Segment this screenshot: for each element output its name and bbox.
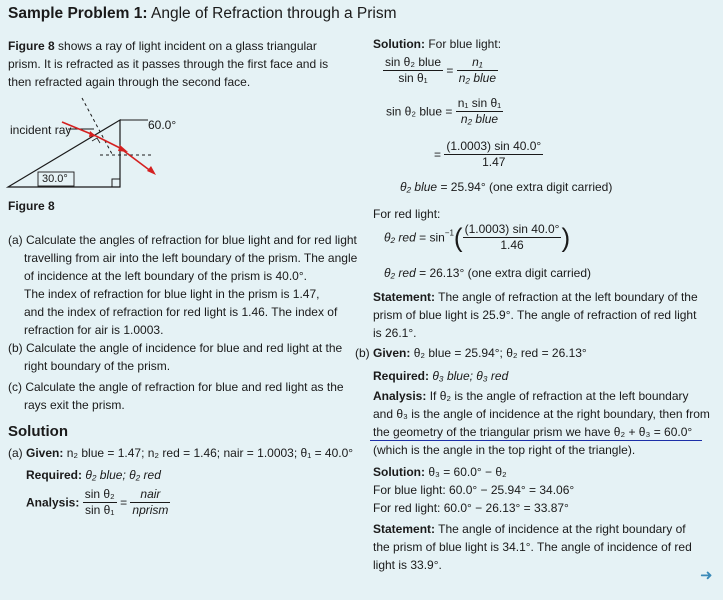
question-c	[8, 378, 344, 396]
analysis-line: the geometry of the triangular prism we have θ₂ + θ₃ = 60.0°	[373, 425, 693, 439]
eq-lhs: θ₂ red	[384, 266, 416, 280]
question-line: Calculate the angle of incidence for blue and red light at the	[26, 341, 343, 355]
eq-lhs: sin θ₂ blue	[386, 104, 443, 119]
analysis-line: (which is the angle in the top right of the triangle).	[373, 443, 636, 457]
required-label: Required:	[26, 468, 83, 482]
required-label: Required:	[373, 369, 430, 383]
solution-text: θ₃ = 60.0° − θ₂	[424, 465, 507, 479]
frac-num: sin θ₂ blue	[385, 55, 442, 69]
frac-den: sin θ₁	[85, 503, 115, 517]
part-b-required	[373, 367, 508, 385]
question-b	[8, 339, 342, 357]
statement-line: the prism of blue light is 34.1°. The angle of incidence of red	[373, 540, 692, 554]
solution-label: Solution:	[373, 465, 425, 479]
frac-num: n₁	[457, 55, 498, 71]
angle-30-label: 30.0°	[42, 173, 68, 185]
solution-a-analysis: Analysis: $\frac{\text{sin θ₂}}{\text{sin θ₁}}$ = $\frac{\text{nair}}{\text{nprism}}$	[26, 487, 169, 517]
question-line: refraction for air is 1.0003.	[24, 323, 164, 337]
eq-lhs: θ₂ blue	[400, 180, 438, 194]
question-line: right boundary of the prism.	[24, 359, 171, 373]
required-text: θ₂ blue; θ₂ red	[85, 468, 161, 482]
frac-den: n₂ blue	[458, 71, 497, 85]
analysis-label: Analysis:	[373, 389, 427, 403]
required-text: θ₃ blue; θ₃ red	[429, 369, 509, 383]
solution-text: For blue light:	[424, 37, 502, 51]
title-bold: Sample Problem 1:	[8, 5, 148, 22]
analysis-lhs	[83, 487, 117, 518]
eq-rhs: = 26.13° (one extra digit carried)	[419, 266, 591, 280]
question-line: rays exit the prism.	[24, 398, 125, 412]
statement-line: prism of blue light is 25.9°. The angle of refraction of red light	[373, 308, 697, 322]
intro-line: then refracted again through the second face.	[8, 75, 251, 89]
red-intro: For red light:	[373, 207, 441, 221]
statement-line: is 26.1°.	[373, 326, 417, 340]
question-label: (c)	[8, 380, 22, 394]
frac-den: n₂ blue	[460, 112, 499, 126]
frac-num: (1.0003) sin 40.0°	[446, 139, 542, 153]
frac-num: (1.0003) sin 40.0°	[464, 222, 560, 236]
question-label: (a)	[8, 233, 23, 247]
frac-den: 1.47	[482, 155, 506, 169]
question-line: Calculate the angles of refraction for blue light and for red light	[26, 233, 357, 247]
question-a-cont	[24, 249, 357, 339]
solution-a-given	[8, 444, 353, 462]
intro-line: prism. It is refracted as it passes through the first face and is	[8, 57, 329, 71]
page-title	[8, 5, 397, 23]
equation-5: θ₂ red = $\sin^{-1}$( $\frac{(1.0003) \sin 40.0^\circ}{1.46}$ )	[384, 222, 571, 253]
question-line: and the index of refraction for red light is 1.46. The index of	[24, 305, 338, 319]
frac-num: sin θ₂	[84, 487, 115, 501]
eq-mid: = sin	[419, 230, 445, 245]
intro-paragraph	[8, 37, 328, 91]
statement-b	[373, 520, 692, 574]
question-line: travelling from air into the left boundary of the prism. The angle	[24, 251, 358, 265]
red-light-result: For red light: 60.0° − 26.13° = 33.87°	[373, 501, 569, 515]
equation-6	[384, 264, 591, 282]
intro-line: shows a ray of light incident on a glass triangular	[54, 39, 317, 53]
solution-blue-intro	[373, 35, 501, 53]
incident-ray-label: incident ray	[10, 123, 72, 137]
exit-ray	[120, 148, 152, 172]
statement-line: light is 33.9°.	[373, 558, 442, 572]
part-label: (a)	[8, 446, 23, 460]
part-label: (b)	[355, 346, 370, 360]
statement-label: Statement:	[373, 522, 436, 536]
given-text: θ₂ blue = 25.94°; θ₂ red = 26.13°	[410, 346, 587, 360]
title-rest: Angle of Refraction through a Prism	[147, 5, 397, 22]
handwritten-underline	[370, 440, 702, 441]
statement-label: Statement:	[373, 290, 436, 304]
figure-ref: Figure 8	[8, 39, 55, 53]
part-b-solution	[373, 463, 507, 481]
frac-den: sin θ₁	[398, 71, 428, 85]
frac-num: nair	[130, 487, 170, 503]
question-line: Calculate the angle of refraction for blue and red light as the	[25, 380, 344, 394]
angle-60-label: 60.0°	[148, 118, 177, 132]
part-b-given	[355, 344, 587, 362]
statement-a	[373, 288, 698, 342]
given-text: n₂ blue = 1.47; n₂ red = 1.46; nair = 1.0003; θ₁ = 40.0°	[66, 446, 354, 460]
question-line: of incidence at the left boundary of the prism is 40.0°.	[24, 269, 307, 283]
analysis-label: Analysis:	[26, 495, 80, 510]
equation-1: $\frac{\text{sin θ₂ blue}}{\text{sin θ₁}}$ = $\frac{\text{n₁}}{\text{n₂ blue}}$	[385, 55, 497, 85]
frac-num: n₁ sin θ₁	[457, 96, 502, 110]
eq-rhs: = 25.94° (one extra digit carried)	[440, 180, 613, 194]
solution-a-required	[26, 466, 161, 484]
part-b-analysis	[373, 387, 710, 459]
next-page-arrow-icon[interactable]: ➜	[700, 567, 713, 584]
blue-light-result: For blue light: 60.0° − 25.94° = 34.06°	[373, 483, 575, 497]
figure-caption: Figure 8	[8, 199, 55, 213]
prism-figure	[0, 92, 200, 192]
question-line: The index of refraction for blue light in the prism is 1.47,	[24, 287, 320, 301]
frac-den: 1.46	[500, 238, 524, 252]
given-label: Given:	[373, 346, 411, 360]
eq-sup: −1	[444, 228, 454, 238]
question-label: (b)	[8, 341, 23, 355]
frac-den: nprism	[132, 503, 169, 517]
analysis-line: If θ₂ is the angle of refraction at the left boundary	[426, 389, 689, 403]
analysis-rhs	[130, 487, 170, 518]
equation-4	[400, 178, 612, 196]
equation-2: sin θ₂ blue = $\frac{\text{n₁ sin θ₁}}{\text{n₂ blue}}$	[386, 96, 502, 126]
statement-line: The angle of incidence at the right boundary of	[435, 522, 686, 536]
statement-line: The angle of refraction at the left boundary of the	[435, 290, 698, 304]
question-a	[8, 231, 357, 249]
equation-3: = $\frac{(1.0003) \sin 40.0^\circ}{1.47}$	[434, 139, 542, 169]
solution-label: Solution:	[373, 37, 425, 51]
given-label: Given:	[26, 446, 64, 460]
solution-heading: Solution	[8, 423, 68, 440]
eq-lhs: θ₂ red	[384, 230, 416, 245]
analysis-line: and θ₃ is the angle of incidence at the right boundary, then from	[373, 407, 710, 421]
